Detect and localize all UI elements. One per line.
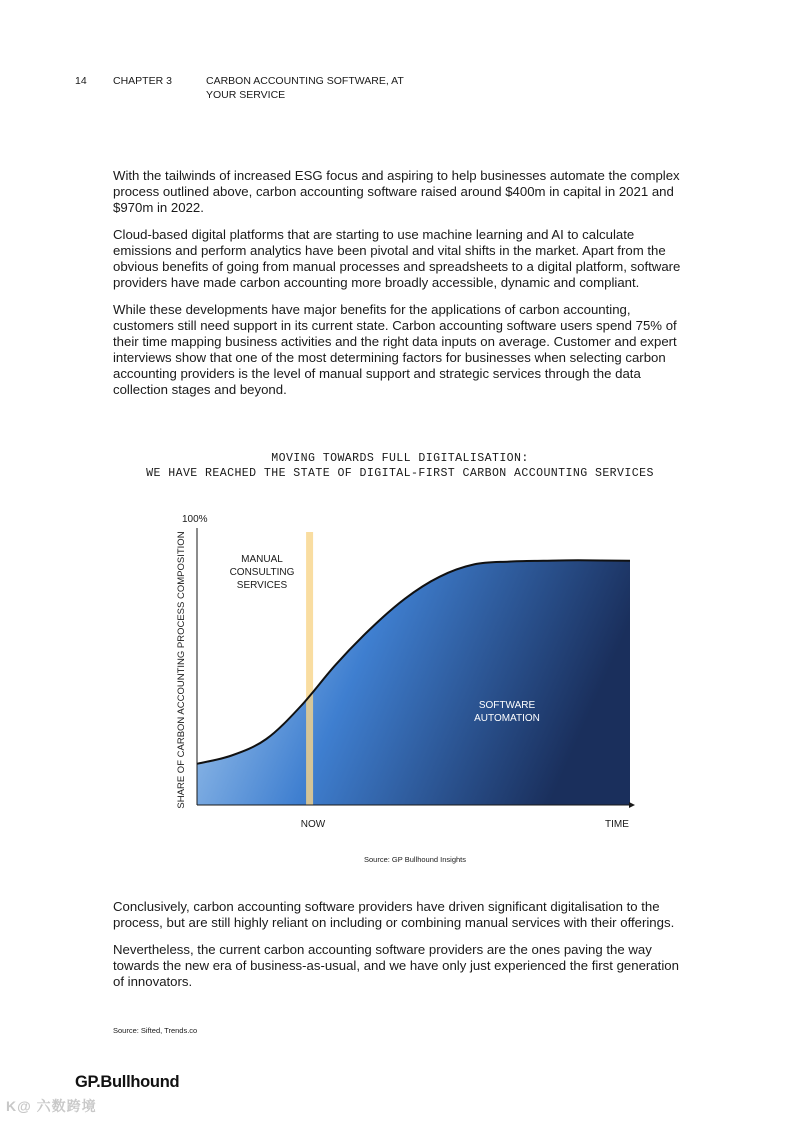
section-title: CARBON ACCOUNTING SOFTWARE, AT YOUR SERVICE	[206, 75, 404, 101]
software-automation-area	[197, 560, 630, 805]
region-label-line: SERVICES	[236, 580, 288, 591]
region-label-line: SOFTWARE	[478, 700, 536, 711]
paragraph: Cloud-based digital platforms that are starting to use machine learning and AI to calculate emissions and perform analytics have been pivotal and vital shifts in the market. Apart from the obvious benefits of going from manual processes and spreadsheets to a digital platform, software providers have made carbon accounting more broadly accessible, dynamic and compliant.	[113, 227, 681, 290]
gp-bullhound-logo: GP.Bullhound	[75, 1073, 180, 1091]
digitalisation-chart	[0, 500, 793, 840]
manual-consulting-services-label	[230, 554, 295, 591]
x-axis-time-label: TIME	[605, 819, 629, 830]
region-label-line: AUTOMATION	[474, 713, 540, 724]
page-number: 14	[75, 75, 87, 87]
chapter-label: CHAPTER 3	[113, 75, 172, 87]
paragraph: Nevertheless, the current carbon accounting software providers are the ones paving the way towards the new era of business-as-usual, and we have only just experienced the first generation of innovators.	[113, 942, 679, 989]
paragraph: While these developments have major benefits for the applications of carbon accounting, customers still need support in its current state. Carbon accounting software users spend 75% of their time mapping business activities and the right data inputs on average. Customer and expert interviews show that one of the most determining factors for businesses when selecting carbon accounting providers is the level of manual support and strategic services through the data collection stages and beyond.	[113, 302, 677, 397]
footnote-source: Source: Sifted, Trends.co	[113, 1026, 198, 1035]
conclusion-text	[113, 899, 685, 1001]
now-marker	[306, 532, 313, 805]
x-axis-now-label: NOW	[300, 819, 326, 830]
intro-text	[113, 168, 685, 409]
y-axis-title: SHARE OF CARBON ACCOUNTING PROCESS COMPOSITION	[176, 531, 187, 809]
y-axis-max-label: 100%	[182, 514, 208, 525]
paragraph: With the tailwinds of increased ESG focus and aspiring to help businesses automate the complex process outlined above, carbon accounting software raised around $400m in capital in 2021 and $970m in 2022.	[113, 168, 680, 215]
region-label-line: MANUAL	[241, 554, 283, 565]
chart-title-line-1: MOVING TOWARDS FULL DIGITALISATION:	[271, 452, 529, 465]
watermark: K@ 六数跨境	[6, 1098, 97, 1114]
chart-title-line-2: WE HAVE REACHED THE STATE OF DIGITAL-FIRST CARBON ACCOUNTING SERVICES	[146, 467, 654, 480]
region-label-line: CONSULTING	[229, 567, 295, 578]
chart-source: Source: GP Bullhound Insights	[363, 855, 466, 864]
chart-title	[100, 451, 700, 481]
x-axis-arrow-icon	[629, 802, 635, 808]
paragraph: Conclusively, carbon accounting software providers have driven significant digitalisation to the process, but are still highly reliant on including or combining manual services with their offerings.	[113, 899, 675, 930]
